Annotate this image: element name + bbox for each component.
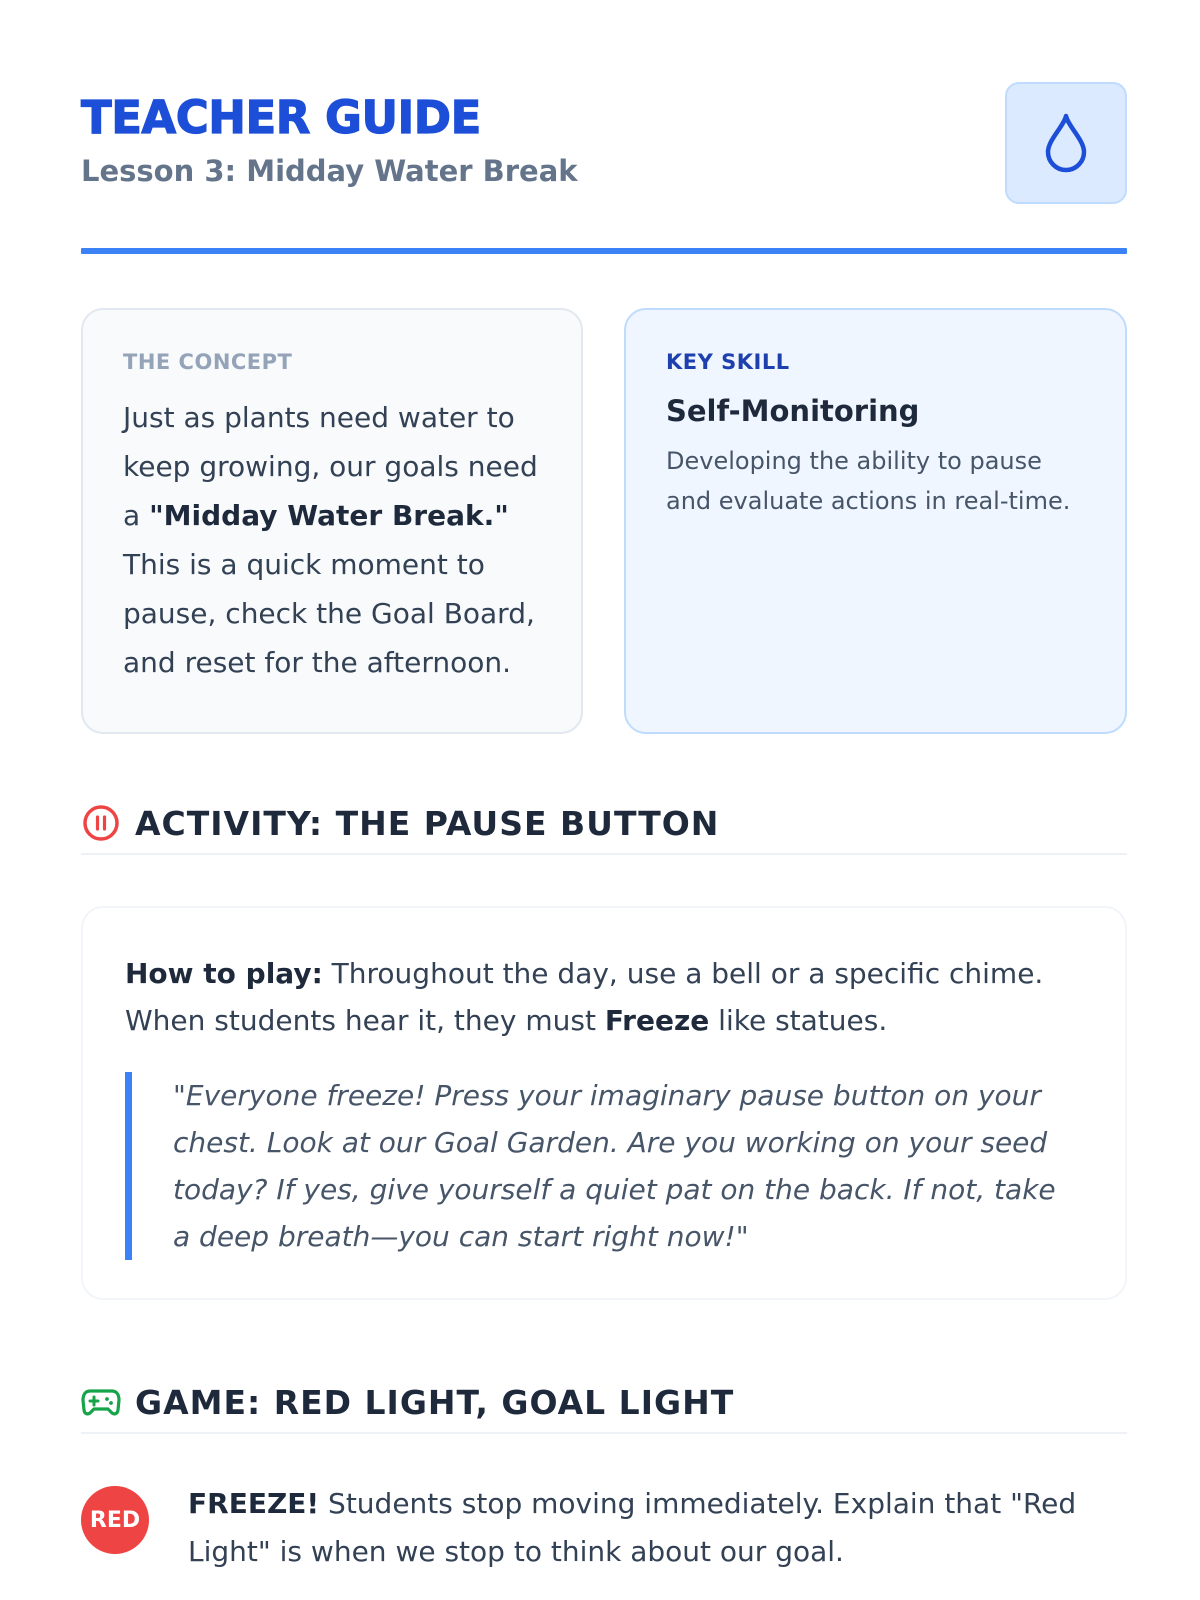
key-skill-label: KEY SKILL — [666, 350, 790, 374]
page-title: TEACHER GUIDE — [81, 91, 481, 144]
game-step-bold: FREEZE! — [188, 1487, 320, 1520]
guide-header — [81, 78, 1127, 208]
water-drop-icon — [1042, 112, 1090, 174]
teacher-script-quote: "Everyone freeze! Press your imaginary pause button on your chest. Look at our Goal Garden. Are you working on your seed today? If yes, give yourself a quiet pat on the back. If not, take a deep breath—you can start right now!" — [125, 1072, 1075, 1260]
concept-text — [123, 393, 541, 687]
skill-description: Developing the ability to pause and evaluate actions in real-time. — [666, 446, 1071, 515]
how-to-play-part-1: Throughout the day, use a bell or a specific chime. When students hear it, they must — [125, 957, 1044, 1037]
game-title: GAME: RED LIGHT, GOAL LIGHT — [135, 1382, 735, 1422]
concept-text-end: This is a quick moment to pause, check the Goal Board, and reset for the afternoon. — [123, 548, 535, 680]
gamepad-icon — [81, 1382, 121, 1422]
activity-section-header — [81, 793, 1127, 855]
lesson-subtitle: Lesson 3: Midday Water Break — [81, 154, 578, 188]
how-to-play-text — [125, 950, 1083, 1044]
how-to-play-freeze: Freeze — [604, 1004, 710, 1037]
concept-card — [81, 308, 583, 734]
game-step-text — [188, 1480, 1127, 1576]
concept-text-start: Just as plants need water to keep growing, our goals need a — [123, 401, 538, 533]
red-light-badge: RED — [81, 1486, 149, 1554]
game-step-description: Students stop moving immediately. Explain that "Red Light" is when we stop to think about our goal. — [188, 1487, 1077, 1568]
how-to-play-part-2: like statues. — [709, 1004, 888, 1037]
key-skill-card — [624, 308, 1127, 734]
how-to-play-label: How to play: — [125, 957, 323, 990]
pause-circle-icon — [81, 803, 121, 843]
header-divider — [81, 248, 1127, 254]
concept-label: THE CONCEPT — [123, 350, 293, 374]
activity-title: ACTIVITY: THE PAUSE BUTTON — [135, 803, 720, 843]
skill-name: Self-Monitoring — [666, 394, 920, 429]
concept-text-bold: "Midday Water Break." — [149, 499, 509, 533]
water-drop-badge — [1005, 82, 1127, 204]
activity-card — [81, 906, 1127, 1300]
game-section-header — [81, 1372, 1127, 1434]
